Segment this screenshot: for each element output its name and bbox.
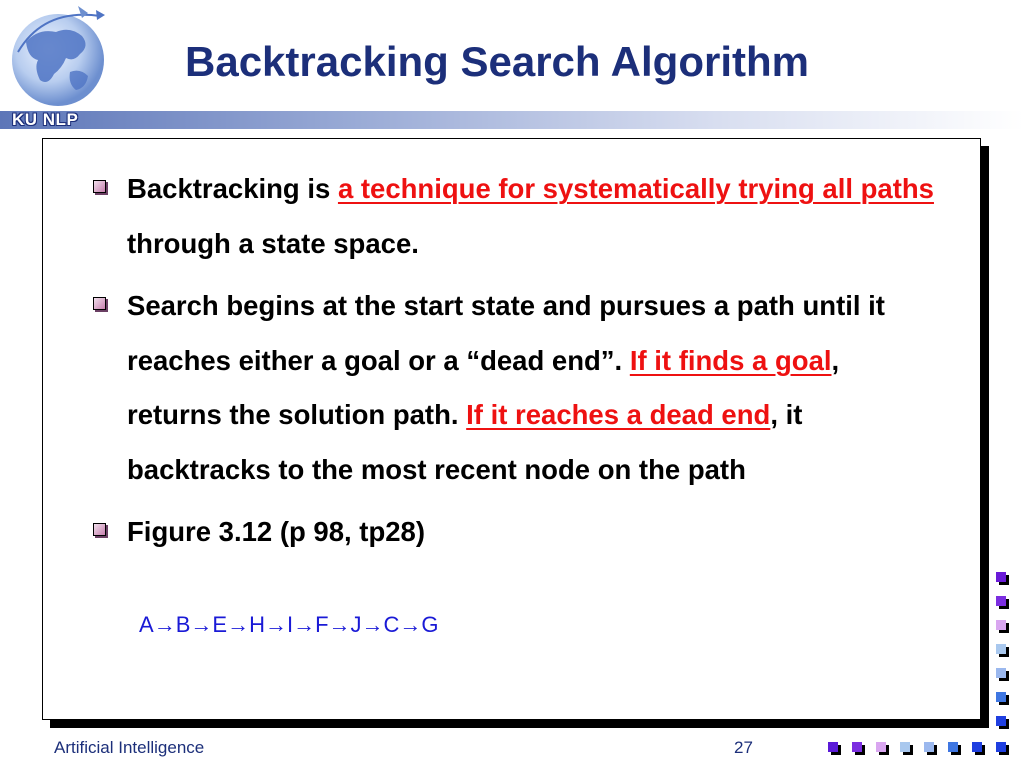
decor-square: [996, 596, 1006, 606]
square-bullet-icon: [93, 523, 106, 536]
sequence-node: F: [315, 612, 329, 637]
decor-square: [972, 742, 982, 752]
sequence-node: J: [350, 612, 362, 637]
decor-square: [996, 572, 1006, 582]
highlight-text: If it reaches a dead end: [466, 399, 771, 430]
decor-square: [924, 742, 934, 752]
decor-square: [900, 742, 910, 752]
decor-square: [996, 716, 1006, 726]
bullet-text-plain: through a state space.: [127, 227, 419, 259]
bullet-text-plain: Figure 3.12 (p 98, tp28): [127, 516, 426, 547]
bullet-item: [90, 505, 940, 560]
bullet-text: [127, 162, 940, 271]
decor-square: [948, 742, 958, 752]
node-sequence: [139, 612, 439, 638]
slide-title: Backtracking Search Algorithm: [185, 38, 809, 85]
square-bullet-icon: [93, 297, 106, 310]
logo-text: KU NLP: [12, 110, 79, 129]
bullet-list: [90, 162, 940, 568]
bullet-text-plain: , returns the solution path.: [127, 344, 840, 430]
decor-square: [996, 742, 1006, 752]
decor-square: [852, 742, 862, 752]
decor-square: [828, 742, 838, 752]
header-bar: [0, 111, 1024, 129]
arrow-icon: →: [153, 612, 176, 637]
decor-square: [996, 644, 1006, 654]
square-bullet-icon: [93, 180, 106, 193]
bullet-text: [127, 279, 940, 497]
sequence-node: C: [383, 612, 400, 637]
highlight-text: If it finds a goal: [629, 344, 832, 376]
globe-icon: [4, 2, 116, 114]
arrow-icon: →: [264, 612, 287, 637]
decor-square: [876, 742, 886, 752]
arrow-icon: →: [399, 612, 422, 637]
arrow-icon: →: [293, 612, 316, 637]
decor-square: [996, 668, 1006, 678]
bullet-text-plain: Backtracking is: [127, 173, 338, 204]
bullet-text-plain: , it backtracks to the most recent node on the path: [127, 399, 803, 485]
bullet-item: [90, 162, 940, 271]
bullet-item: [90, 279, 940, 497]
arrow-icon: →: [190, 612, 213, 637]
footer-course-title: Artificial Intelligence: [54, 738, 205, 757]
arrow-icon: →: [328, 612, 351, 637]
sequence-node: G: [421, 612, 439, 637]
sequence-node: A: [139, 612, 154, 637]
arrow-icon: →: [361, 612, 384, 637]
sequence-node: I: [286, 612, 294, 637]
arrow-icon: →: [227, 612, 250, 637]
sequence-node: H: [249, 612, 265, 637]
sequence-node: E: [212, 612, 228, 637]
bullet-text-plain: Search begins at the start state and pursues a path until it reaches either a goal or a “dead end”.: [127, 290, 885, 376]
decor-square: [996, 620, 1006, 630]
page-number: 27: [734, 738, 753, 757]
highlight-text: a technique for systematically trying all paths: [337, 173, 934, 204]
sequence-node: B: [175, 612, 191, 637]
bullet-text: [127, 505, 940, 560]
decor-square: [996, 692, 1006, 702]
